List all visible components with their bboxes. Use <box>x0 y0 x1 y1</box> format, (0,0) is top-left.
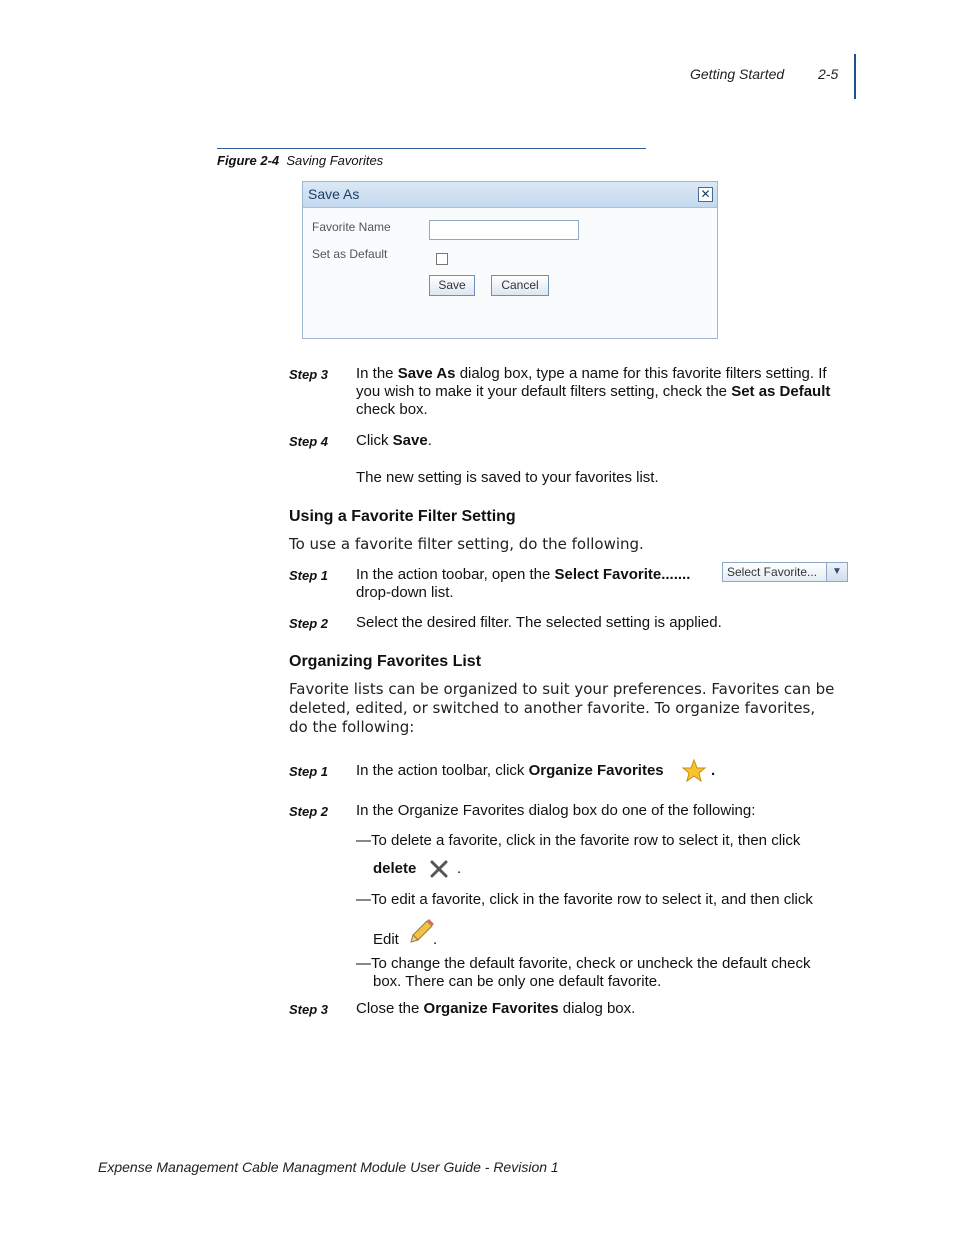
delete-icon <box>428 858 450 880</box>
step-label: Step 2 <box>289 616 329 631</box>
organize-step-2-text: In the Organize Favorites dialog box do one of the following: <box>356 802 756 819</box>
save-as-dialog <box>302 181 718 339</box>
star-icon <box>681 758 707 784</box>
step-label: Step 3 <box>289 367 329 382</box>
figure-caption <box>217 153 383 168</box>
page-footer: Expense Management Cable Managment Module User Guide - Revision 1 <box>98 1159 559 1175</box>
using-step-1-text: In the action toobar, open the Select Favorite....... drop-down list. <box>356 566 691 601</box>
close-icon[interactable]: ✕ <box>698 187 713 202</box>
favorite-name-input[interactable] <box>429 220 579 240</box>
bullet-delete: —To delete a favorite, click in the favorite row to select it, then click <box>356 832 801 849</box>
edit-word: Edit <box>373 931 399 948</box>
chevron-down-icon: ▼ <box>826 563 847 581</box>
step-4-note: The new setting is saved to your favorites list. <box>356 469 659 486</box>
figure-label: Figure 2-4 <box>217 153 280 168</box>
step-label: Step 3 <box>289 1002 329 1017</box>
dialog-title: Save As <box>308 186 360 202</box>
save-button[interactable]: Save <box>429 275 475 296</box>
bullet-edit: —To edit a favorite, click in the favorite row to select it, and then click <box>356 891 813 908</box>
step-label: Step 1 <box>289 568 329 583</box>
bullet-default: —To change the default favorite, check or uncheck the default check box. There can be only one default favorite. <box>356 955 811 990</box>
running-header-page: 2-5 <box>818 66 839 82</box>
select-favorite-text: Select Favorite... <box>727 565 818 579</box>
header-rule <box>854 54 856 99</box>
set-default-label: Set as Default <box>312 247 388 261</box>
select-favorite-dropdown[interactable] <box>722 562 848 582</box>
organize-intro: Favorite lists can be organized to suit your preferences. Favorites can be deleted, edited, or switched to another favorite. To organize favorites, do the following: <box>289 680 835 736</box>
cancel-button[interactable]: Cancel <box>491 275 549 296</box>
using-intro: To use a favorite filter setting, do the following. <box>289 535 644 553</box>
favorite-name-label: Favorite Name <box>312 220 391 234</box>
delete-period: . <box>457 860 462 877</box>
heading-using-favorite: Using a Favorite Filter Setting <box>289 508 516 525</box>
using-step-2-text: Select the desired filter. The selected setting is applied. <box>356 614 722 631</box>
edit-period: . <box>433 931 438 948</box>
running-header-section: Getting Started <box>690 66 785 82</box>
figure-rule <box>217 148 646 149</box>
organize-step-1-text: In the action toolbar, click Organize Favorites <box>356 762 664 779</box>
set-default-checkbox[interactable] <box>436 253 448 265</box>
step-label: Step 2 <box>289 804 329 819</box>
step-3-text: In the Save As dialog box, type a name for this favorite filters setting. If you wish to make it your default filters setting, check the Set as Default check box. <box>356 365 831 418</box>
figure-title: Saving Favorites <box>286 153 384 168</box>
pencil-icon <box>409 918 435 944</box>
organize-step-1-period: . <box>711 762 716 779</box>
step-4-text: Click Save. <box>356 432 432 449</box>
step-label: Step 1 <box>289 764 329 779</box>
dialog-title-bar <box>303 182 717 208</box>
delete-word: delete <box>373 860 417 877</box>
organize-step-3-text: Close the Organize Favorites dialog box. <box>356 1000 636 1017</box>
heading-organizing-favorites: Organizing Favorites List <box>289 653 482 670</box>
step-label: Step 4 <box>289 434 329 449</box>
